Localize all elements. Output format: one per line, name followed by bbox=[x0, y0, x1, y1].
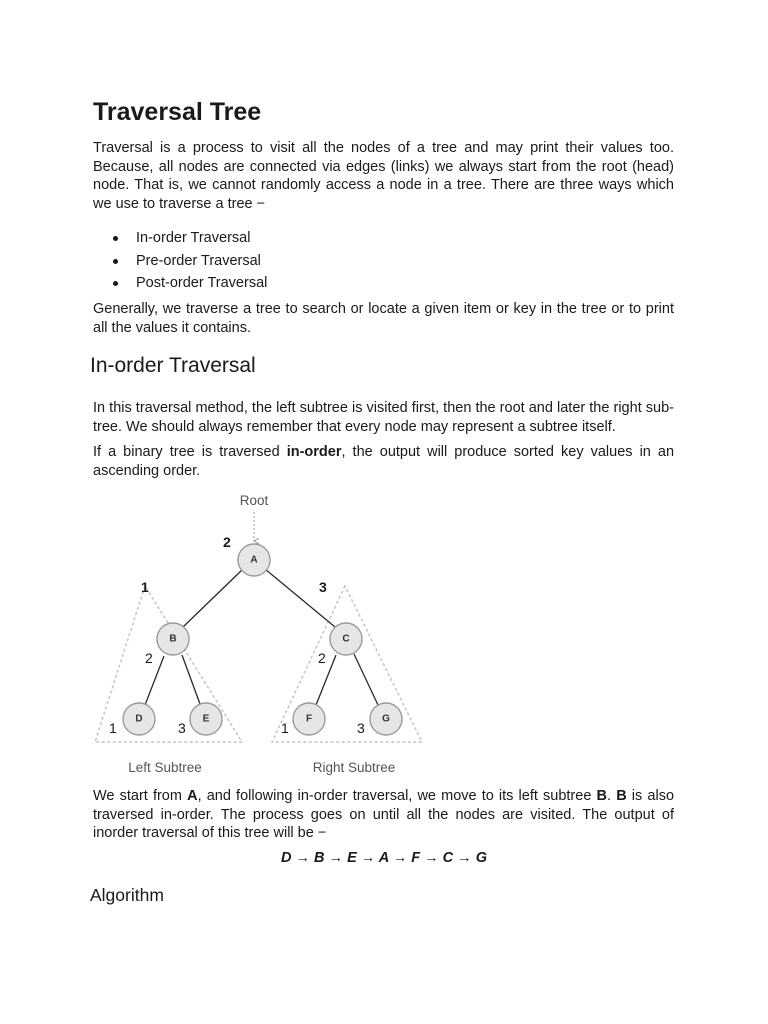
bullet-icon bbox=[113, 259, 118, 264]
svg-text:F: F bbox=[305, 713, 313, 725]
edge-c-g bbox=[354, 654, 378, 705]
tree-node-e bbox=[190, 703, 222, 735]
inorder-walkthrough-paragraph: We start from A, and following in-order traversal, we move to its left subtree B. B is also traversed in-order. The process goes on until all the nodes are visited. The output of inorder traversal of this tree will be − bbox=[93, 788, 675, 841]
svg-text:B: B bbox=[169, 633, 177, 645]
tree-node-c bbox=[330, 623, 362, 655]
right-subtree-caption: Right Subtree bbox=[312, 760, 396, 775]
list-item: Post-order Traversal bbox=[112, 274, 267, 297]
inorder-tree-diagram bbox=[90, 486, 430, 778]
svg-text:G: G bbox=[382, 713, 390, 725]
inorder-heading: In-order Traversal bbox=[90, 354, 256, 377]
page-title: Traversal Tree bbox=[93, 98, 262, 126]
tree-node-d bbox=[123, 703, 155, 735]
tree-node-a bbox=[238, 544, 270, 576]
root-label: Root bbox=[239, 493, 269, 508]
edge-a-c bbox=[265, 569, 335, 627]
edge-a-b bbox=[183, 569, 243, 627]
svg-text:A: A bbox=[250, 554, 258, 566]
bullet-icon bbox=[113, 281, 118, 286]
traversal-methods-list bbox=[112, 229, 267, 297]
list-item: Pre-order Traversal bbox=[112, 252, 267, 275]
order-root: 2 bbox=[223, 534, 231, 550]
tree-node-f bbox=[293, 703, 325, 735]
order-b: 2 bbox=[145, 650, 153, 666]
generally-paragraph: Generally, we traverse a tree to search or locate a given item or key in the tree or to print all the values it contains. bbox=[93, 301, 674, 336]
order-right-subtree: 3 bbox=[319, 579, 327, 595]
edge-b-e bbox=[182, 655, 200, 704]
order-f: 1 bbox=[281, 720, 289, 736]
algorithm-heading: Algorithm bbox=[90, 885, 164, 905]
svg-text:C: C bbox=[342, 633, 350, 645]
inorder-output-sequence: D → B → E → A → F → C → G bbox=[281, 850, 487, 866]
left-subtree-caption: Left Subtree bbox=[128, 760, 202, 775]
intro-paragraph: Traversal is a process to visit all the nodes of a tree and may print their values too. Because, all nodes are connected via edges (links) we always start from the root (head) node. That is, we cannot randomly access a node in a tree. There are three ways which we use to traverse a tree − bbox=[93, 140, 674, 212]
order-g: 3 bbox=[357, 720, 365, 736]
order-left-subtree: 1 bbox=[141, 579, 149, 595]
tree-node-g bbox=[370, 703, 402, 735]
bullet-icon bbox=[113, 236, 118, 241]
order-e: 3 bbox=[178, 720, 186, 736]
svg-text:E: E bbox=[202, 713, 210, 725]
tree-node-b bbox=[157, 623, 189, 655]
order-c: 2 bbox=[318, 650, 326, 666]
list-item: In-order Traversal bbox=[112, 229, 267, 252]
inorder-keyword: in-order bbox=[286, 444, 342, 460]
svg-text:D: D bbox=[135, 713, 143, 725]
inorder-description: In this traversal method, the left subtree is visited first, then the root and later the right sub-tree. We should always remember that every node may represent a subtree itself. bbox=[93, 400, 674, 435]
inorder-sorted-paragraph: If a binary tree is traversed in-order, the output will produce sorted key values in an ascending order. bbox=[93, 444, 675, 479]
order-d: 1 bbox=[109, 720, 117, 736]
